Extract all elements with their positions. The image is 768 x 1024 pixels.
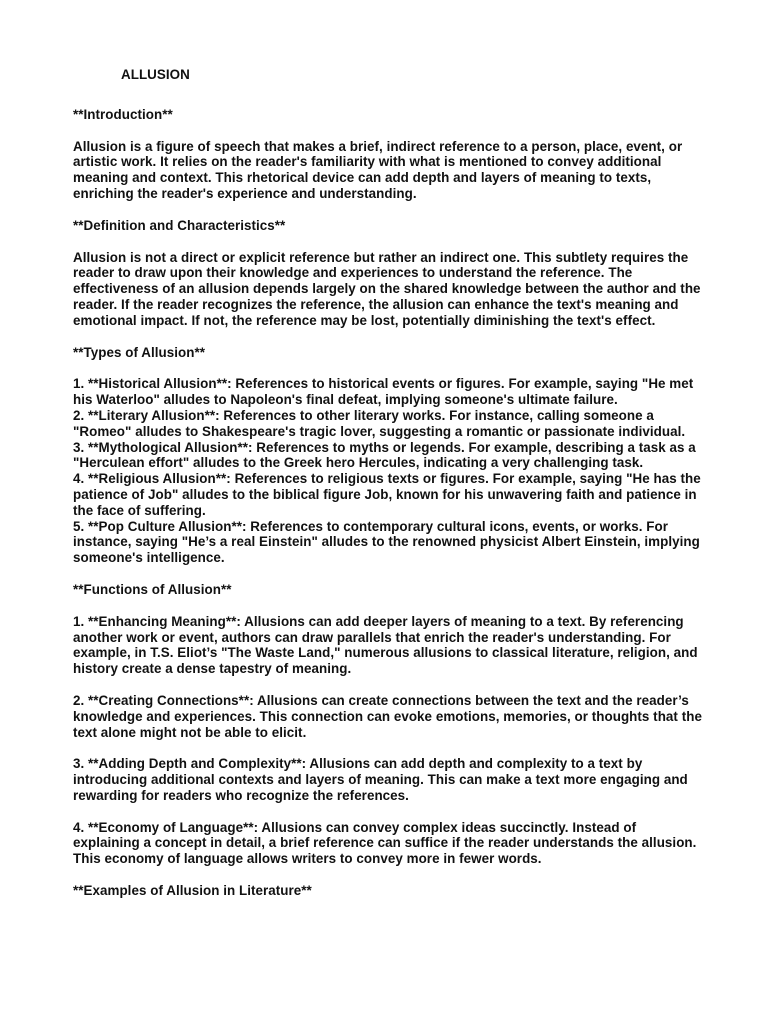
list-item: 5. **Pop Culture Allusion**: References to contemporary cultural icons, events, or works. For instance, saying "He’s a real Einstein" alludes to the renowned physicist Albert Einstein, implying someone's intelligence.	[73, 518, 700, 566]
list-item: 4. **Religious Allusion**: References to religious texts or figures. For example, saying "He has the patience of Job" alludes to the biblical figure Job, known for his unwavering faith and patience in the face of suffering.	[73, 471, 701, 518]
types-heading: **Types of Allusion**	[73, 344, 205, 360]
functions-heading: **Functions of Allusion**	[73, 581, 232, 597]
document-title: ALLUSION	[121, 67, 190, 82]
types-list	[73, 376, 703, 566]
function-item: 4. **Economy of Language**: Allusions can convey complex ideas succinctly. Instead of explaining a concept in detail, a brief reference can suffice if the reader understands the allusion. This economy of language allows writers to convey more in fewer words.	[73, 819, 697, 867]
introduction-paragraph: Allusion is a figure of speech that makes a brief, indirect reference to a person, place, event, or artistic work. It relies on the reader's familiarity with what is mentioned to convey additional meaning and context. This rhetorical device can add depth and layers of meaning to texts, enriching the reader's experience and understanding.	[73, 138, 683, 201]
function-item: 3. **Adding Depth and Complexity**: Allusions can add depth and complexity to a text by introducing additional contexts and layers of meaning. This can make a text more engaging and rewarding for readers who recognize the references.	[73, 756, 688, 803]
introduction-heading: **Introduction**	[73, 106, 173, 122]
definition-paragraph: Allusion is not a direct or explicit reference but rather an indirect one. This subtlety requires the reader to draw upon their knowledge and experiences to understand the reference. The effectiveness of an allusion depends largely on the shared knowledge between the author and the reader. If the reader recognizes the reference, the allusion can enhance the text's meaning and emotional impact. If not, the reference may be lost, potentially diminishing the text's effect.	[73, 249, 701, 328]
definition-heading: **Definition and Characteristics**	[73, 217, 286, 233]
function-item: 1. **Enhancing Meaning**: Allusions can add deeper layers of meaning to a text. By referencing another work or event, authors can draw parallels that enrich the reader's understanding. For example, in T.S. Eliot’s "The Waste Land," numerous allusions to classical literature, religion, and history create a dense tapestry of meaning.	[73, 613, 698, 677]
list-item: 2. **Literary Allusion**: References to other literary works. For instance, calling someone a "Romeo" alludes to Shakespeare's tragic lover, suggesting a romantic or passionate individual.	[73, 407, 686, 439]
list-item: 1. **Historical Allusion**: References to historical events or figures. For example, saying "He met his Waterloo" alludes to Napoleon's final defeat, implying someone's ultimate failure.	[73, 376, 694, 408]
examples-heading: **Examples of Allusion in Literature**	[73, 883, 312, 899]
document-body	[73, 67, 703, 915]
function-item: 2. **Creating Connections**: Allusions can create connections between the text and the reader’s knowledge and experiences. This connection can evoke emotions, memories, or thoughts that the text alone might not be able to elicit.	[73, 692, 702, 740]
list-item: 3. **Mythological Allusion**: References to myths or legends. For example, describing a task as a "Herculean effort" alludes to the Greek hero Hercules, indicating a very challenging task.	[73, 439, 696, 471]
